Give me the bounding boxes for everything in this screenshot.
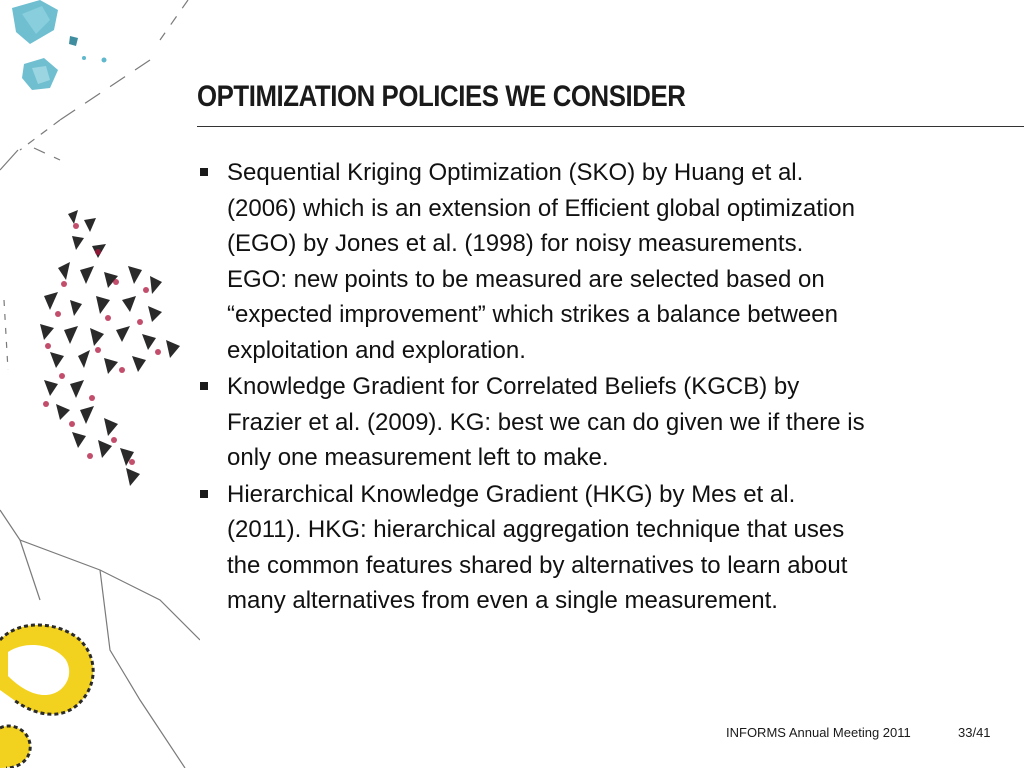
cluster-shape	[50, 352, 64, 368]
bullet-text-line: exploitation and exploration.	[227, 336, 526, 364]
cluster-shape	[78, 350, 90, 368]
bullet-text-line: only one measurement left to make.	[227, 444, 609, 471]
bullet-text-line: Sequential Kriging Optimization (SKO) by Huang et al.	[227, 159, 804, 186]
decor-line	[4, 300, 8, 370]
cluster-shape	[80, 266, 94, 284]
speckle	[155, 349, 161, 355]
bullet-text-line: EGO: new points to be measured are selected based on	[227, 265, 825, 293]
speckle	[55, 311, 61, 317]
cluster-shape	[68, 210, 78, 224]
cluster-shape	[80, 406, 94, 424]
footer-event-name: INFORMS Annual Meeting 2011	[726, 725, 911, 740]
bullet-item-hkg	[197, 477, 997, 619]
bullet-text-line: “expected improvement” which strikes a balance between	[227, 301, 838, 328]
bullet-item-sko	[197, 155, 997, 368]
speckle	[61, 281, 67, 287]
decor-line	[160, 0, 188, 40]
bullet-text-line: (EGO) by Jones et al. (1998) for noisy measurements.	[227, 230, 804, 257]
cluster-shape	[96, 296, 110, 314]
footer-page-number: 33/41	[958, 725, 991, 740]
cluster-shape	[150, 276, 162, 294]
cyan-crystal-shape	[69, 36, 78, 46]
cluster-shape	[72, 432, 86, 448]
cluster-shape	[104, 358, 118, 374]
speckle	[129, 459, 135, 465]
cluster-shape	[132, 356, 146, 372]
cluster-shape	[56, 404, 70, 420]
cluster-shape	[44, 292, 58, 310]
bullet-text-line: Frazier et al. (2009). KG: best we can do given we if there is	[227, 408, 865, 436]
speckle	[119, 367, 125, 373]
cluster-shape	[122, 296, 136, 312]
speckle	[45, 343, 51, 349]
speckle	[143, 287, 149, 293]
decor-line	[34, 148, 60, 160]
cluster-shape	[44, 380, 58, 396]
speckle	[95, 347, 101, 353]
speckle	[111, 437, 117, 443]
cluster-shape	[104, 418, 118, 436]
cluster-speckles	[43, 223, 161, 465]
title-divider	[197, 126, 1024, 127]
speckle	[137, 319, 143, 325]
cluster-shape	[98, 440, 112, 458]
speckle	[59, 373, 65, 379]
cluster-shape	[40, 324, 54, 340]
cluster-shape	[72, 236, 84, 250]
cluster-shape	[84, 218, 96, 232]
decor-line	[60, 60, 150, 120]
cluster-shape	[128, 266, 142, 284]
bullet-text-line: Hierarchical Knowledge Gradient (HKG) by Mes et al.	[227, 480, 796, 508]
cluster-shape	[90, 328, 104, 346]
speckle	[69, 421, 75, 427]
bullet-item-kgcb	[197, 369, 997, 476]
square-bullet-icon	[200, 168, 208, 176]
decor-line	[100, 570, 185, 768]
cyan-dot	[82, 56, 86, 60]
cluster-shape	[126, 468, 140, 486]
decor-line	[0, 510, 200, 640]
decor-line	[20, 120, 60, 150]
decor-line	[0, 150, 18, 170]
cluster-shape	[142, 334, 156, 350]
speckle	[43, 401, 49, 407]
speckle	[105, 315, 111, 321]
square-bullet-icon	[200, 382, 208, 390]
cluster-shape	[148, 306, 162, 322]
decorative-artwork	[0, 0, 200, 768]
yellow-ring-art	[0, 625, 93, 768]
cluster-shape	[64, 326, 78, 344]
square-bullet-icon	[200, 490, 208, 498]
cluster-shape	[166, 340, 180, 358]
cluster-shape	[116, 326, 130, 342]
bullet-text-line: Knowledge Gradient for Correlated Beliefs (KGCB) by	[227, 373, 800, 400]
slide-title: OPTIMIZATION POLICIES WE CONSIDER	[197, 80, 686, 113]
bullet-list	[197, 155, 997, 620]
decor-line	[20, 540, 40, 600]
speckle	[89, 395, 95, 401]
cyan-dot	[102, 58, 107, 63]
bullet-text-line: the common features shared by alternatives to learn about	[227, 551, 848, 579]
speckle	[95, 249, 101, 255]
cluster-shape	[58, 262, 70, 280]
bullet-text-line: (2011). HKG: hierarchical aggregation technique that uses	[227, 516, 845, 543]
bullet-text-line: many alternatives from even a single measurement.	[227, 587, 778, 614]
bullet-text-line: (2006) which is an extension of Efficient global optimization	[227, 194, 855, 222]
speckle	[87, 453, 93, 459]
cluster-shape	[70, 300, 82, 316]
cluster-art	[40, 210, 180, 486]
speckle	[113, 279, 119, 285]
cluster-shape	[70, 380, 84, 398]
speckle	[73, 223, 79, 229]
